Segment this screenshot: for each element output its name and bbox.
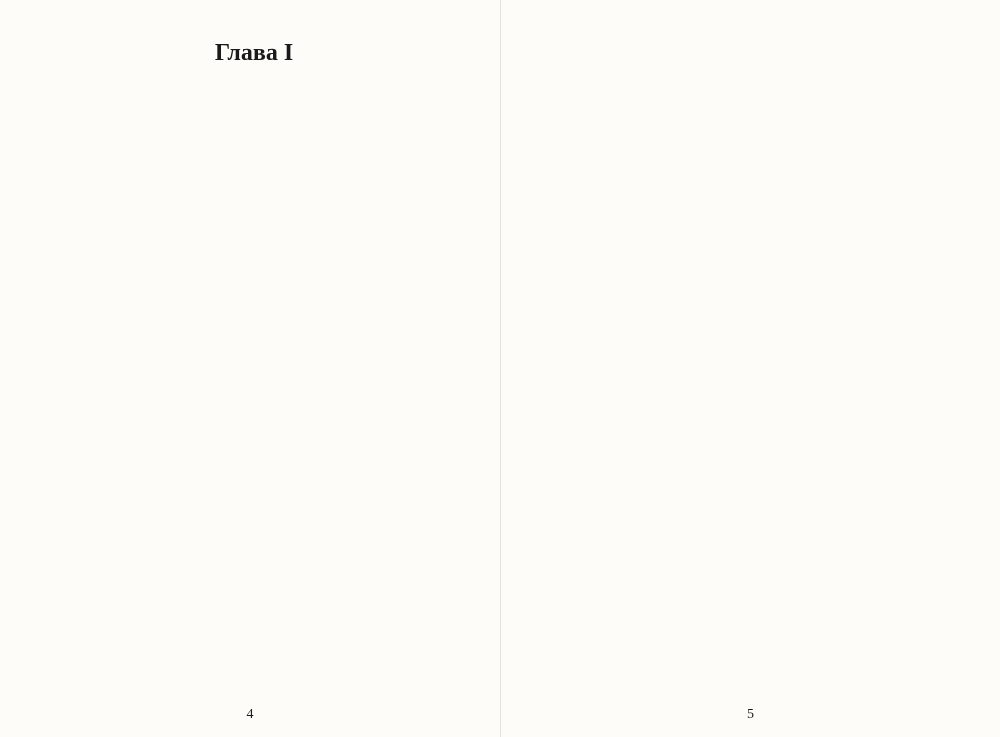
right-page-number: 5 (747, 707, 754, 722)
chapter-title: Глава I (214, 40, 294, 66)
right-page (500, 0, 1000, 737)
left-page-number: 4 (246, 707, 254, 722)
